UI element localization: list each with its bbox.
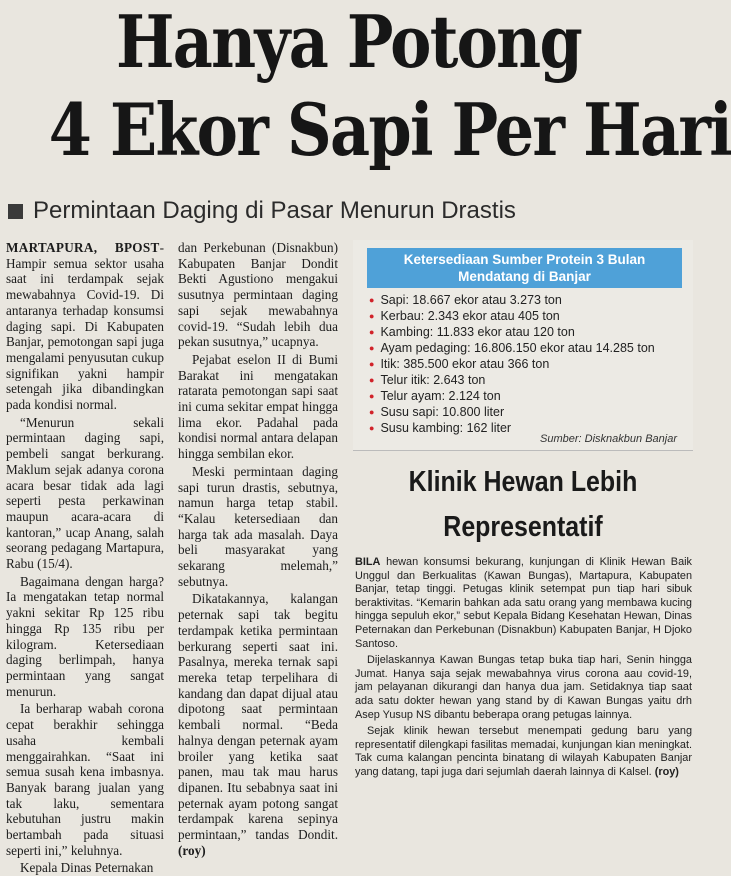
list-item: ● Kerbau: 2.343 ekor atau 405 ton [369,309,689,325]
headline-line-2: 4 Ekor Sapi Per Hari [48,87,731,172]
article-text: Sejak klinik hewan tersebut menempati gedung baru yang representatif dilengkapi fasilitas memadai, kunjungan kian meningkat. Tak cuma kalangan pencinta binatang di wilayah Kabupaten Banjar yang datang, tapi juga dari sejumlah daerah lainnya di Kalsel. [355,725,692,778]
list-item: ● Telur itik: 2.643 ton [369,373,689,389]
sidebar-headline-line-1: Klinik Hewan Lebih [408,466,638,498]
dateline: MARTAPURA, BPOST [6,240,160,255]
article-paragraph: Pejabat eselon II di Bumi Barakat ini mengatakan ratarata pemotongan sapi saat ini cuma sekitar empat hingga lima ekor. Padahal pada kondisi normal antara delapan hingga sembilan ekor. [178,351,338,462]
list-item: ● Ayam pedaging: 16.806.150 ekor atau 14.285 ton [369,341,689,357]
author-initials: (roy) [178,842,206,858]
article-paragraph [355,725,692,779]
subheadline-text: Permintaan Daging di Pasar Menurun Drastis [33,197,516,224]
lead-word: BILA [355,556,381,568]
article-paragraph: “Menurun sekali permintaan daging sapi, pembeli sangat berkurang. Maklum sejak adanya corona acara besar tidak ada lagi seperti pesta perkawinan maupun acara-acara di kantoran,” ucap Anang, salah seorang pedagang Martapura, Rabu (15/4). [6,414,164,572]
infobox-title: Ketersediaan Sumber Protein 3 Bulan Mendatang di Banjar [367,248,682,288]
list-item: ● Itik: 385.500 ekor atau 366 ton [369,357,689,373]
list-item: ● Telur ayam: 2.124 ton [369,389,689,405]
article-paragraph [178,591,338,858]
sidebar-headline-line-2: Representatif [443,511,603,543]
infobox-source: Sumber: Disknakbun Banjar [540,433,677,445]
article-paragraph [355,556,692,651]
list-item: ● Susu sapi: 10.800 liter [369,405,689,421]
subheadline [8,197,516,225]
article-paragraph: Dijelaskannya Kawan Bungas tetap buka tiap hari, Senin hingga Jumat. Hanya saja sejak mewabahnya virus corona aau covid-19, jam pelayanan dikurangi dan hanya dua jam. Setidaknya tiap saat ada satu dokter hewan yang stand by di Kawan Bungas yaitu drh Asep Yusup NS dibantu beberapa orang petugas lainnya. [355,654,692,721]
article-paragraph [6,240,164,413]
article-paragraph: Ia berharap wabah corona cepat berakhir sehingga usaha kembali menggairahkan. “Saat ini semua susah kena imbasnya. Banyak barang jualan yang tak laku, sementara kebutuhan justru makin bertambah pada situasi seperti ini,” keluhnya. [6,701,164,858]
author-initials: (roy) [654,765,679,778]
protein-supply-infobox [353,240,693,451]
article-text: hewan konsumsi bekurang, kunjungan di Klinik Hewan Baik Unggul dan Berkualitas (Kawan Bungas), Martapura, Kabupaten Banjar, tetap tinggi. Petugas klinik setempat pun tiap hari sibuk beraktivitas. “Kemarin bahkan ada satu orang yang membawa kucing hingga sepuluh ekor,” sebut Kepala Bidang Kesehatan Hewan, Dinas Peternakan dan Perkebunan (Disnakbun) Kabupaten Banjar, H Djoko Santoso. [355,556,692,650]
article-column-1 [6,240,164,876]
article-text: - Hampir semua sektor usaha saat ini terdampak sejak mewabahnya Covid-19. Di antaranya terhadap konsumsi daging sapi. Di Kabupaten Banjar, pemotongan sapi juga mengalami penyusutan cukup signifikan yakni hampir setengah jika dibandingkan pada kondisi normal. [6,240,164,413]
article-paragraph: Meski permintaan daging sapi turun drastis, sebutnya, namun harga tetap stabil. “Kalau ketersediaan dan harga tak ada masalah. Daya beli masyarakat yang sekarang melemah,” sebutnya. [178,463,338,589]
article-paragraph: Bagaimana dengan harga? Ia mengatakan tetap normal yakni sekitar Rp 125 ribu hingga Rp 135 ribu per kilogram. Ketersediaan daging berlimpah, hanya permintaan yang sangat menurun. [6,573,164,699]
list-item: ● Sapi: 18.667 ekor atau 3.273 ton [369,293,689,309]
article-text: Dikatakannya, kalangan peternak sapi tak begitu terdampak ketika permintaan berkurang seperti saat ini. Pasalnya, mereka ternak sapi mereka tetap terpelihara di kandang dan dapat dijual atau dipotong saat permintaan kembali normal. “Beda halnya dengan peternak ayam broiler yang ketika saat panen, mau tak mau harus dipanen. Itu sebabnya saat ini peternak ayam potong sangat terdampak karena sepinya permintaan,” tandas Dondit. [178,591,338,843]
sidebar-article-body [355,556,692,780]
list-item: ● Susu kambing: 162 liter [369,421,689,437]
headline-line-1: Hanya Potong [115,0,582,84]
bullet-square-icon [8,204,23,219]
article-paragraph: Kepala Dinas Peternakan [20,860,154,876]
article-paragraph: dan Perkebunan (Disnakbun) Kabupaten Banjar Dondit Bekti Agustiono mengakui susutnya permintaan daging sapi sejak mewabahnya covid-19. “Sudah lebih dua pekan susutnya,” ucapnya. [178,240,338,350]
list-item: ● Kambing: 11.833 ekor atau 120 ton [369,325,689,341]
infobox-list [369,293,689,437]
article-column-2 [178,240,338,858]
